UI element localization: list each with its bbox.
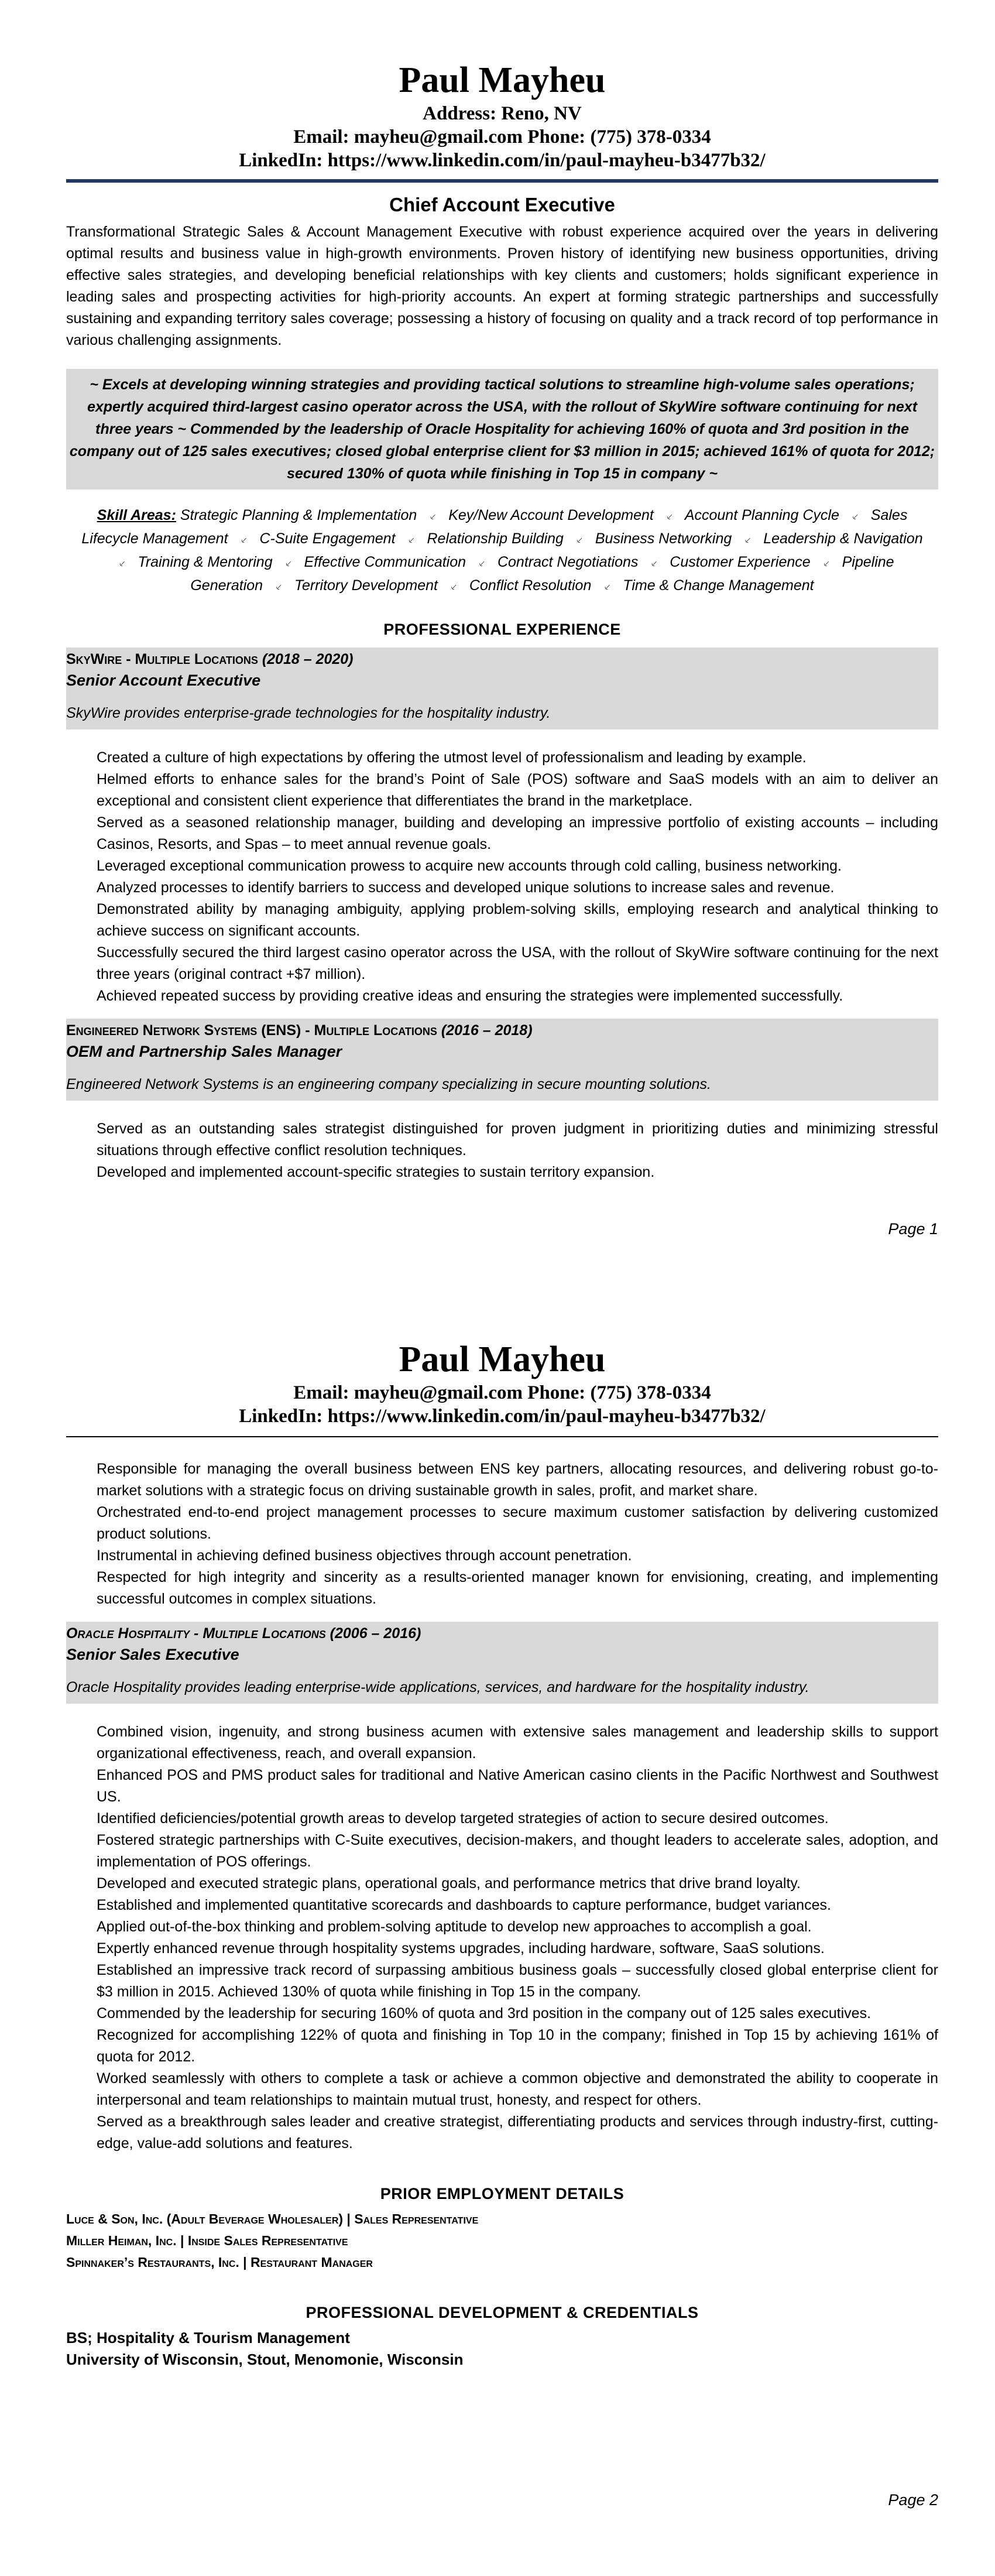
skill-item: Territory Development — [294, 577, 438, 594]
page-1-content — [66, 59, 938, 1183]
skill-separator: ⸔ — [118, 559, 126, 569]
bullet-item: Worked seamlessly with others to complete a task or achieve a common objective and demonstrated the ability to cooperate in interpersonal and team relationships to maintain mutual trust, honesty, and respect for others. — [97, 2070, 938, 2108]
bullet-item: Developed and executed strategic plans, operational goals, and performance metrics that drive brand loyalty. — [97, 1875, 801, 1892]
skill-item: Leadership & Navigation — [763, 530, 923, 547]
job-company: Engineered Network Systems (ENS) - Multiple Locations — [66, 1022, 437, 1039]
job-bullets-continued — [66, 1458, 938, 1610]
bullet-item: Demonstrated ability by managing ambiguity, applying problem-solving skills, employing research and analytical thinking to achieve success on significant accounts. — [97, 901, 938, 939]
job-dates: (2016 – 2018) — [441, 1022, 533, 1039]
skill-item: Strategic Planning & Implementation — [180, 507, 417, 523]
skill-item: Sales Lifecycle Management — [81, 507, 908, 547]
bullet-item: Instrumental in achieving defined business objectives through account penetration. — [97, 1547, 632, 1564]
bullet-item: Identified deficiencies/potential growth areas to develop targeted strategies of action to secure desired outcomes. — [97, 1810, 829, 1827]
job-company: Oracle Hospitality - Multiple Locations — [66, 1625, 326, 1642]
skill-list — [81, 507, 922, 594]
summary-paragraph: Transformational Strategic Sales & Account Management Executive with robust experience acquired over the years in delivering optimal results and business value in high-growth environments. Proven history of identifying new business opportunities, driving effective sales strategies, and developing beneficial relationships with key clients and customers; holds significant experience in leading sales and prospecting activities for high-priority accounts. An expert at forming strategic partnerships and successfully sustaining and expanding territory sales coverage; possessing a history of focusing on quality and a track record of top performance in various challenging assignments. — [66, 224, 938, 348]
job-description: SkyWire provides enterprise-grade technologies for the hospitality industry. — [66, 705, 551, 721]
skill-separator: ⸔ — [575, 536, 583, 546]
skill-separator: ⸔ — [240, 536, 248, 546]
bullet-item: Helmed efforts to enhance sales for the brand’s Point of Sale (POS) software and SaaS models with an aim to deliver an exceptional and consistent client experience that differentiates the brand in the marketplace. — [97, 771, 938, 809]
job-description: Oracle Hospitality provides leading enterprise-wide applications, services, and hardware for the hospitality industry. — [66, 1679, 809, 1695]
header-divider — [66, 179, 938, 183]
skill-item: Customer Experience — [670, 554, 811, 570]
job-bullets — [66, 1118, 938, 1183]
prior-employment-item: Luce & Son, Inc. (Adult Beverage Wholesaler) | Sales Representative — [66, 2211, 479, 2226]
bullet-item: Orchestrated end-to-end project management processes to secure maximum customer satisfaction by delivering customized product solutions. — [97, 1504, 938, 1542]
bullet-item: Served as a breakthrough sales leader and creative strategist, differentiating products and services through industry-first, cutting-edge, value-add solutions and features. — [97, 2113, 938, 2152]
skill-areas — [66, 505, 938, 598]
bullet-item: Served as an outstanding sales strategist distinguished for proven judgment in prioritizing duties and minimizing stressful situations through effective conflict resolution techniques. — [97, 1121, 938, 1159]
bullet-item: Commended by the leadership for securing 160% of quota and 3rd position in the company out of 125 sales executives. — [97, 2005, 872, 2022]
skill-separator: ⸔ — [650, 559, 658, 569]
page-number: Page 2 — [888, 2491, 938, 2509]
skill-item: Effective Communication — [304, 554, 466, 570]
skill-areas-label: Skill Areas: — [97, 507, 176, 523]
job-bullets — [66, 747, 938, 1007]
email-phone: Email: mayheu@gmail.com Phone: (775) 378-0334 — [293, 1382, 711, 1403]
header-divider — [66, 1436, 938, 1437]
prior-employment-heading: PRIOR EMPLOYMENT DETAILS — [380, 2185, 625, 2202]
skill-separator: ⸔ — [478, 559, 486, 569]
bullet-item: Expertly enhanced revenue through hospitality systems upgrades, including hardware, software, SaaS solutions. — [97, 1940, 825, 1957]
skill-separator: ⸔ — [429, 512, 437, 522]
skill-separator: ⸔ — [603, 583, 611, 592]
candidate-name: Paul Mayheu — [399, 1340, 606, 1379]
job-dates: (2006 – 2016) — [330, 1625, 421, 1642]
page-number: Page 1 — [888, 1220, 938, 1238]
job-company-line — [66, 1020, 938, 1041]
skill-separator: ⸔ — [284, 559, 292, 569]
bullet-item: Successfully secured the third largest casino operator across the USA, with the rollout of SkyWire software continuing for the next three years (original contract +$7 million). — [97, 944, 938, 982]
bullet-item: Established an impressive track record of surpassing ambitious business goals – successfully closed global enterprise client for $3 million in 2015. Achieved 130% of quota while finishing in Top 15 in the company. — [97, 1962, 938, 2000]
skill-item: Time & Change Management — [623, 577, 814, 594]
skill-separator: ⸔ — [450, 583, 457, 592]
skill-item: Pipeline Generation — [190, 554, 894, 594]
headline: Chief Account Executive — [389, 194, 615, 215]
skill-item: Relationship Building — [427, 530, 564, 547]
skill-separator: ⸔ — [822, 559, 830, 569]
skill-item: Training & Mentoring — [138, 554, 273, 570]
bullet-item: Developed and implemented account-specific strategies to sustain territory expansion. — [97, 1164, 655, 1180]
skill-separator: ⸔ — [275, 583, 283, 592]
job-bullets — [66, 1721, 938, 2154]
experience-heading: PROFESSIONAL EXPERIENCE — [383, 621, 621, 638]
candidate-name: Paul Mayheu — [399, 60, 606, 100]
prior-employment-list — [66, 2208, 938, 2273]
job-title: Senior Account Executive — [66, 672, 261, 689]
bullet-item: Applied out-of-the-box thinking and problem-solving aptitude to develop new approaches to accomplish a goal. — [97, 1919, 812, 1935]
bullet-item: Served as a seasoned relationship manager, building and developing an impressive portfolio of existing accounts – including Casinos, Resorts, and Spas – to meet annual revenue goals. — [97, 814, 938, 852]
job-header-skywire — [66, 648, 938, 729]
bullet-item: Established and implemented quantitative scorecards and dashboards to capture performance, budget variances. — [97, 1897, 831, 1913]
skill-separator: ⸔ — [744, 536, 752, 546]
skill-separator: ⸔ — [407, 536, 415, 546]
prior-employment-item: Spinnaker’s Restaurants, Inc. | Restaurant Manager — [66, 2255, 373, 2270]
bullet-item: Created a culture of high expectations by offering the utmost level of professionalism and leading by example. — [97, 749, 807, 766]
bullet-item: Analyzed processes to identify barriers to success and developed unique solutions to increase sales and revenue. — [97, 879, 835, 896]
skill-separator: ⸔ — [851, 512, 859, 522]
job-header-oracle — [66, 1622, 938, 1704]
skill-item: Business Networking — [595, 530, 732, 547]
school: University of Wisconsin, Stout, Menomonie, Wisconsin — [66, 2351, 464, 2368]
bullet-item: Responsible for managing the overall business between ENS key partners, allocating resources, and delivering robust go-to-market solutions with a strategic focus on driving sustainable growth in sales, profit, and market share. — [97, 1461, 938, 1499]
address: Address: Reno, NV — [423, 103, 582, 124]
degree: BS; Hospitality & Tourism Management — [66, 2329, 350, 2347]
job-title: Senior Sales Executive — [66, 1646, 239, 1663]
achievements-callout: ~ Excels at developing winning strategies and providing tactical solutions to streamline high-volume sales operations; expertly acquired third-largest casino operator across the USA, with the rollout of SkyWire software continuing for next three years ~ Commended by the leadership of Oracle Hospitality for achieving 160% of quota and 3rd position in the company out of 125 sales executives; closed global enterprise client for $3 million in 2015; achieved 161% of quota for 2012; secured 130% of quota while finishing in Top 15 in company ~ — [66, 369, 938, 489]
job-description: Engineered Network Systems is an engineering company specializing in secure mounting solutions. — [66, 1076, 711, 1092]
skill-item: Conflict Resolution — [469, 577, 592, 594]
skill-item: Contract Negotiations — [497, 554, 639, 570]
bullet-item: Enhanced POS and PMS product sales for traditional and Native American casino clients in the Pacific Northwest and Southwest US. — [97, 1767, 938, 1805]
job-header-ens — [66, 1019, 938, 1101]
job-company: SkyWire - Multiple Locations — [66, 651, 258, 667]
bullet-item: Recognized for accomplishing 122% of quota and finishing in Top 10 in the company; finished in Top 15 by achieving 161% of quota for 2012. — [97, 2027, 938, 2065]
job-dates: (2018 – 2020) — [262, 651, 354, 667]
bullet-item: Combined vision, ingenuity, and strong business acumen with extensive sales management and leadership skills to support organizational effectiveness, reach, and overall expansion. — [97, 1724, 938, 1762]
skill-item: Key/New Account Development — [448, 507, 654, 523]
email-phone: Email: mayheu@gmail.com Phone: (775) 378-0334 — [293, 126, 711, 148]
skill-item: Account Planning Cycle — [684, 507, 839, 523]
job-company-line — [66, 1623, 938, 1644]
linkedin-url: LinkedIn: https://www.linkedin.com/in/paul-mayheu-b3477b32/ — [239, 1406, 766, 1427]
bullet-item: Achieved repeated success by providing creative ideas and ensuring the strategies were implemented successfully. — [97, 988, 843, 1004]
page-2-content — [66, 1338, 938, 2371]
skill-item: C-Suite Engagement — [259, 530, 396, 547]
linkedin-url: LinkedIn: https://www.linkedin.com/in/paul-mayheu-b3477b32/ — [239, 150, 766, 171]
bullet-item: Leveraged exceptional communication prowess to acquire new accounts through cold calling, business networking. — [97, 858, 842, 874]
job-company-line — [66, 649, 938, 670]
credentials-heading: PROFESSIONAL DEVELOPMENT & CREDENTIALS — [306, 2304, 699, 2321]
page-2 — [0, 1288, 995, 2576]
prior-employment-item: Miller Heiman, Inc. | Inside Sales Representative — [66, 2233, 348, 2248]
job-title: OEM and Partnership Sales Manager — [66, 1043, 342, 1060]
bullet-item: Respected for high integrity and sincerity as a results-oriented manager known for envisioning, creating, and implementing successful outcomes in complex situations. — [97, 1569, 938, 1607]
skill-separator: ⸔ — [665, 512, 673, 522]
bullet-item: Fostered strategic partnerships with C-Suite executives, decision-makers, and thought leaders to accelerate sales, adoption, and implementation of POS offerings. — [97, 1832, 938, 1870]
